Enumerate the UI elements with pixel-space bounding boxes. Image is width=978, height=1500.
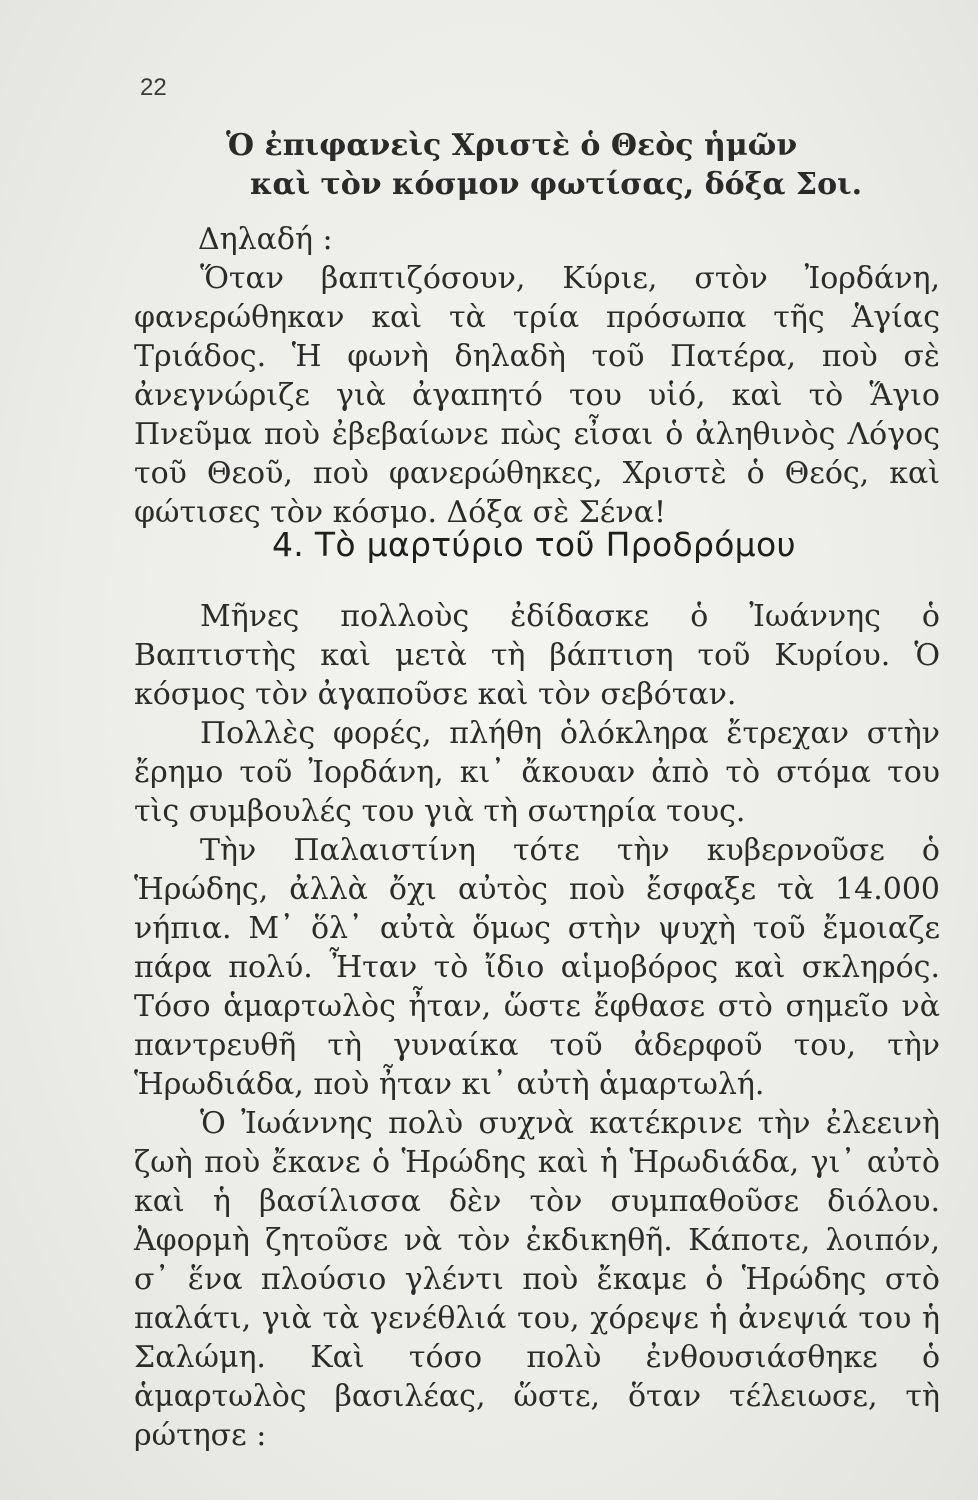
body-paragraph-2: Πολλὲς φορές, πλήθη ὁλόκληρα ἔτρεχαν στὴν ἔρημο τοῦ Ἰορδάνη, κι᾿ ἄκουαν ἀπὸ τὸ στόμα του τὶς συμβουλές του γιὰ τὴ σωτηρία τους. [134,716,940,829]
explanation-label: Δηλαδή : [198,222,333,257]
hymn-verse [226,126,862,204]
explanation-paragraph: Ὅταν βαπτιζόσουν, Κύριε, στὸν Ἰορδάνη, φανερώθηκαν καὶ τὰ τρία πρόσωπα τῆς Ἁγίας Τριάδος. Ἡ φωνὴ δηλαδὴ τοῦ Πατέρα, ποὺ σὲ ἀνεγνώριζε γιὰ ἀγαπητό του υἱό, καὶ τὸ Ἅγιο Πνεῦμα ποὺ ἐβεβαίωνε πὼς εἶσαι ὁ ἀληθινὸς Λόγος τοῦ Θεοῦ, ποὺ φανερώθηκες, Χριστὲ ὁ Θεός, καὶ φώτισες τὸν κόσμο. Δόξα σὲ Σένα! [134,261,940,530]
page-number: 22 [140,74,167,101]
section-body [134,597,940,1455]
body-paragraph-3: Τὴν Παλαιστίνη τότε τὴν κυβερνοῦσε ὁ Ἡρώδης, ἀλλὰ ὄχι αὐτὸς ποὺ ἔσφαξε τὰ 14.000 νήπια. Μ᾿ ὅλ᾿ αὐτὰ ὅμως στὴν ψυχὴ τοῦ ἔμοιαζε πάρα πολύ. Ἦταν τὸ ἴδιο αἱμοβόρος καὶ σκληρός. Τόσο ἁμαρτωλὸς ἦταν, ὥστε ἔφθασε στὸ σημεῖο νὰ παντρευθῆ τὴ γυναίκα τοῦ ἀδερφοῦ του, τὴν Ἡρωδιάδα, ποὺ ἦταν κι᾿ αὐτὴ ἁμαρτωλή. [134,833,940,1102]
explanation-block [134,259,940,532]
hymn-line-2: καὶ τὸν κόσμον φωτίσας, δόξα Σοι. [250,167,863,202]
body-paragraph-1: Μῆνες πολλοὺς ἐδίδασκε ὁ Ἰωάννης ὁ Βαπτιστὴς καὶ μετὰ τὴ βάπτιση τοῦ Κυρίου. Ὁ κόσμος τὸν ἀγαποῦσε καὶ τὸν σεβόταν. [134,599,940,712]
section-heading: 4. Τὸ μαρτύριο τοῦ Προδρόμου [272,525,796,564]
hymn-line-1: Ὁ ἐπιφανεὶς Χριστὲ ὁ Θεὸς ἡμῶν [226,128,798,163]
body-paragraph-4: Ὁ Ἰωάννης πολὺ συχνὰ κατέκρινε τὴν ἐλεεινὴ ζωὴ ποὺ ἔκανε ὁ Ἡρώδης καὶ ἡ Ἡρωδιάδα, γι᾿ αὐτὸ καὶ ἡ βασίλισσα δὲν τὸν συμπαθοῦσε διόλου. Ἀφορμὴ ζητοῦσε νὰ τὸν ἐκδικηθῆ. Κάποτε, λοιπόν, σ᾿ ἕνα πλούσιο γλέντι ποὺ ἔκαμε ὁ Ἡρώδης στὸ παλάτι, γιὰ τὰ γενέθλιά του, χόρεψε ἡ ἀνεψιά του ἡ Σαλώμη. Καὶ τόσο πολὺ ἐνθουσιάσθηκε ὁ ἁμαρτωλὸς βασιλέας, ὥστε, ὅταν τέλειωσε, τὴ ρώτησε : [134,1106,940,1453]
